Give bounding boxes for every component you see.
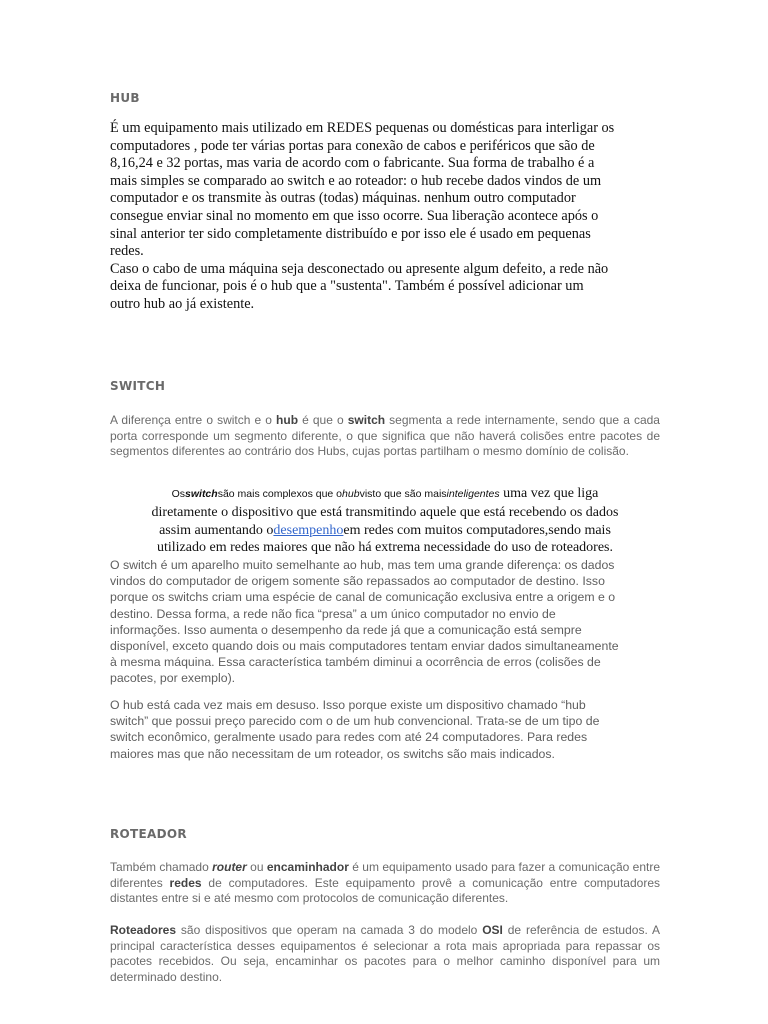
hub-line: mais simples se comparado ao switch e ao roteador: o hub recebe dados vindos de um xyxy=(110,172,602,189)
desempenho-link[interactable]: desempenho xyxy=(273,522,344,538)
bold-italic-run: switch xyxy=(185,488,218,500)
text-run: é que o xyxy=(298,413,348,427)
switch-heading: SWITCH xyxy=(110,379,166,393)
hub-line: computador e os transmite às outras (todas) máquinas. nenhum outro computador xyxy=(110,190,576,207)
italic-run: hub xyxy=(342,488,360,500)
text-run: ou xyxy=(246,860,267,874)
bold-run: switch xyxy=(347,413,386,427)
bold-run: OSI xyxy=(482,923,503,937)
hub-line: deixa de funcionar, pois é o hub que a "sustenta". Também é possível adicionar um xyxy=(110,278,584,295)
text-run: uma vez que liga xyxy=(499,486,599,501)
text-run: são dispositivos que operam na camada 3 do modelo xyxy=(176,923,483,937)
text-line: vindos do computador de origem somente são repassados ao computador de destino. Isso xyxy=(110,574,605,589)
hub-heading: HUB xyxy=(110,91,140,105)
text-run: Os xyxy=(171,488,186,500)
text-line: porque os switchs criam uma espécie de canal de comunicação exclusiva entre a origem e o xyxy=(110,590,616,605)
hub-line: sinal anterior ter sido completamente distribuído e por isso ele é usado em pequenas xyxy=(110,225,591,242)
text-run: segmenta a rede internamente, sendo que a cada porta corresponde um segmento diferente, o que significa que não haverá colisões entre pacotes de segmentos diferentes ao contrário dos Hubs, cujas portas partilham o mesmo domínio de colisão. xyxy=(110,413,660,458)
text-line: disponível, exceto quando dois ou mais computadores tentam enviar dados simultaneamente xyxy=(110,639,619,654)
hub-line: Caso o cabo de uma máquina seja desconectado ou apresente algum defeito, a rede não xyxy=(110,260,609,277)
centered-line: utilizado em redes maiores que não há extrema necessidade do uso de roteadores. xyxy=(157,540,613,556)
hub-line: computadores , pode ter várias portas para conexão de cabos e periféricos que são de xyxy=(110,137,595,154)
switch-centered-paragraph xyxy=(110,485,660,557)
text-run: são mais complexos que o xyxy=(217,488,343,500)
bold-run: Roteadores xyxy=(110,923,177,937)
text-line: informações. Isso aumenta o desempenho da rede já que a comunicação está sempre xyxy=(110,622,582,637)
switch-paragraph-2 xyxy=(110,557,660,687)
centered-line xyxy=(110,522,660,540)
text-line: O hub está cada vez mais em desuso. Isso porque existe um dispositivo chamado “hub xyxy=(110,698,586,712)
text-run: assim aumentando o xyxy=(159,522,274,538)
bold-run: redes xyxy=(169,875,202,890)
switch-intro xyxy=(110,413,660,460)
text-run: de computadores. Este equipamento provê a comunicação entre computadores distantes entre si e até mesmo com protocolos de comunicação diferentes. xyxy=(110,875,660,905)
roteador-paragraph-1 xyxy=(110,860,660,907)
switch-paragraph-3 xyxy=(110,697,660,762)
text-line: pacotes, por exemplo). xyxy=(110,671,236,686)
text-run: é um equipamento usado para fazer a comunicação entre diferentes xyxy=(110,860,661,890)
text-line: switch econômico, geralmente usado para redes com até 24 computadores. Para redes xyxy=(110,730,588,745)
text-run: A diferença entre o switch e o xyxy=(110,413,277,427)
text-run: de referência de estudos. A principal característica desses equipamentos é selecionar a rota mais apropriada para repassar os pacotes recebidos. Ou seja, encaminhar os pacotes para o melhor caminho disponível para um determinado destino. xyxy=(110,923,660,984)
hub-line: outro hub ao já existente. xyxy=(110,295,255,312)
text-line: switch” que possui preço parecido com o de um hub convencional. Trata-se de um tipo de xyxy=(110,714,600,729)
italic-run: inteligentes xyxy=(446,488,500,500)
text-run: em redes com muitos computadores,sendo mais xyxy=(343,522,611,538)
hub-body xyxy=(110,120,660,314)
centered-line: diretamente o dispositivo que está transmitindo aquele que está recebendo os dados xyxy=(151,504,619,520)
roteador-heading: ROTEADOR xyxy=(110,827,187,841)
bold-run: encaminhador xyxy=(266,860,349,874)
hub-line: É um equipamento mais utilizado em REDES pequenas ou domésticas para interligar os xyxy=(110,120,615,136)
text-run: Também chamado xyxy=(110,860,213,874)
switch-paragraph-1 xyxy=(110,413,660,460)
text-run: visto que são mais xyxy=(359,488,447,500)
hub-line: consegue enviar sinal no momento em que isso ocorre. Sua liberação acontece após o xyxy=(110,207,599,224)
text-line: O switch é um aparelho muito semelhante ao hub, mas tem uma grande diferença: os dados xyxy=(110,558,615,572)
hub-line: 8,16,24 e 32 portas, mas varia de acordo com o fabricante. Sua forma de trabalho é a xyxy=(110,155,595,172)
roteador-description xyxy=(110,923,660,985)
roteador-intro xyxy=(110,860,660,907)
centered-line xyxy=(110,485,660,504)
text-line: à mesma máquina. Essa característica também diminui a ocorrência de erros (colisões de xyxy=(110,655,601,670)
text-line: maiores mas que não necessitam de um roteador, os switchs são mais indicados. xyxy=(110,746,555,761)
bold-italic-run: router xyxy=(212,860,247,874)
text-line: destino. Dessa forma, a rede não fica “presa” a um único computador no envio de xyxy=(110,606,556,621)
bold-run: hub xyxy=(276,413,299,427)
hub-line: redes. xyxy=(110,243,144,260)
roteador-paragraph-2 xyxy=(110,923,660,985)
